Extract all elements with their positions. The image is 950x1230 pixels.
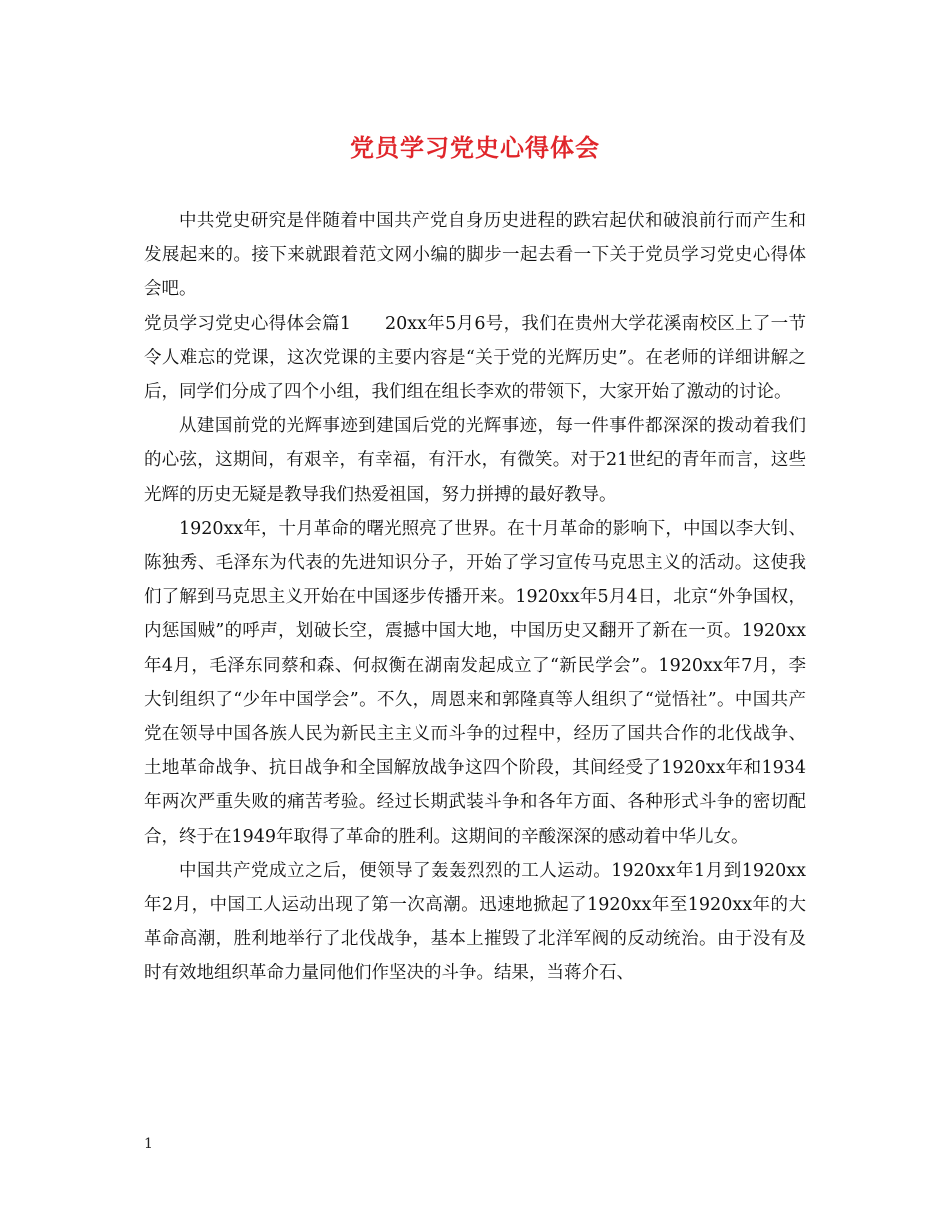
body-paragraph-3: 中国共产党成立之后，便领导了轰轰烈烈的工人运动。1920xx年1月到1920xx年2月，中国工人运动出现了第一次高潮。迅速地掀起了1920xx年至1920xx年的大革命高潮，胜利地举行了北伐战争，基本上摧毁了北洋军阀的反动统治。由于没有及时有效地组织革命力量同他们作坚决的斗争。结果，当蒋介石、 [144, 860, 806, 984]
body-paragraph-2: 1920xx年，十月革命的曙光照亮了世界。在十月革命的影响下，中国以李大钊、陈独秀、毛泽东为代表的先进知识分子，开始了学习宣传马克思主义的活动。这使我们了解到马克思主义开始在中国逐步传播开来。1920xx年5月4日，北京“外争国权，内惩国贼”的呼声，划破长空，震撼中国大地，中国历史又翻开了新在一页。1920xx年4月，毛泽东同蔡和森、何叔衡在湖南发起成立了“新民学会”。1920xx年7月，李大钊组织了“少年中国学会”。不久，周恩来和郭隆真等人组织了“觉悟社”。中国共产党在领导中国各族人民为新民主主义而斗争的过程中，经历了国共合作的北伐战争、土地革命战争、抗日战争和全国解放战争这四个阶段，其间经受了1920xx年和1934年两次严重失败的痛苦考验。经过长期武装斗争和各年方面、各种形式斗争的密切配合，终于在1949年取得了革命的胜利。这期间的辛酸深深的感动着中华儿女。 [144, 518, 806, 847]
document-title: 党员学习党史心得体会 [350, 133, 600, 162]
intro-paragraph: 中共党史研究是伴随着中国共产党自身历史进程的跌宕起伏和破浪前行而产生和发展起来的。接下来就跟着范文网小编的脚步一起去看一下关于党员学习党史心得体会吧。 [144, 211, 806, 300]
section-first-text: 20xx年5月6号，我们在贵州大学花溪南校区上了一节令人难忘的党课，这次党课的主要内容是“关于党的光辉历史”。在老师的详细讲解之后，同学们分成了四个小组，我们组在组长李欢的带领下，大家开始了激动的讨论。 [144, 313, 806, 403]
section-first-paragraph [144, 307, 806, 410]
section-heading: 党员学习党史心得体会篇1 [144, 313, 351, 334]
body-paragraph-1: 从建国前党的光辉事迹到建国后党的光辉事迹，每一件事件都深深的拨动着我们的心弦，这期间，有艰辛，有幸福，有汗水，有微笑。对于21世纪的青年而言，这些光辉的历史无疑是教导我们热爱祖国，努力拼搏的最好教导。 [144, 416, 806, 505]
document-body [144, 204, 806, 991]
page-number: 1 [144, 1136, 153, 1152]
